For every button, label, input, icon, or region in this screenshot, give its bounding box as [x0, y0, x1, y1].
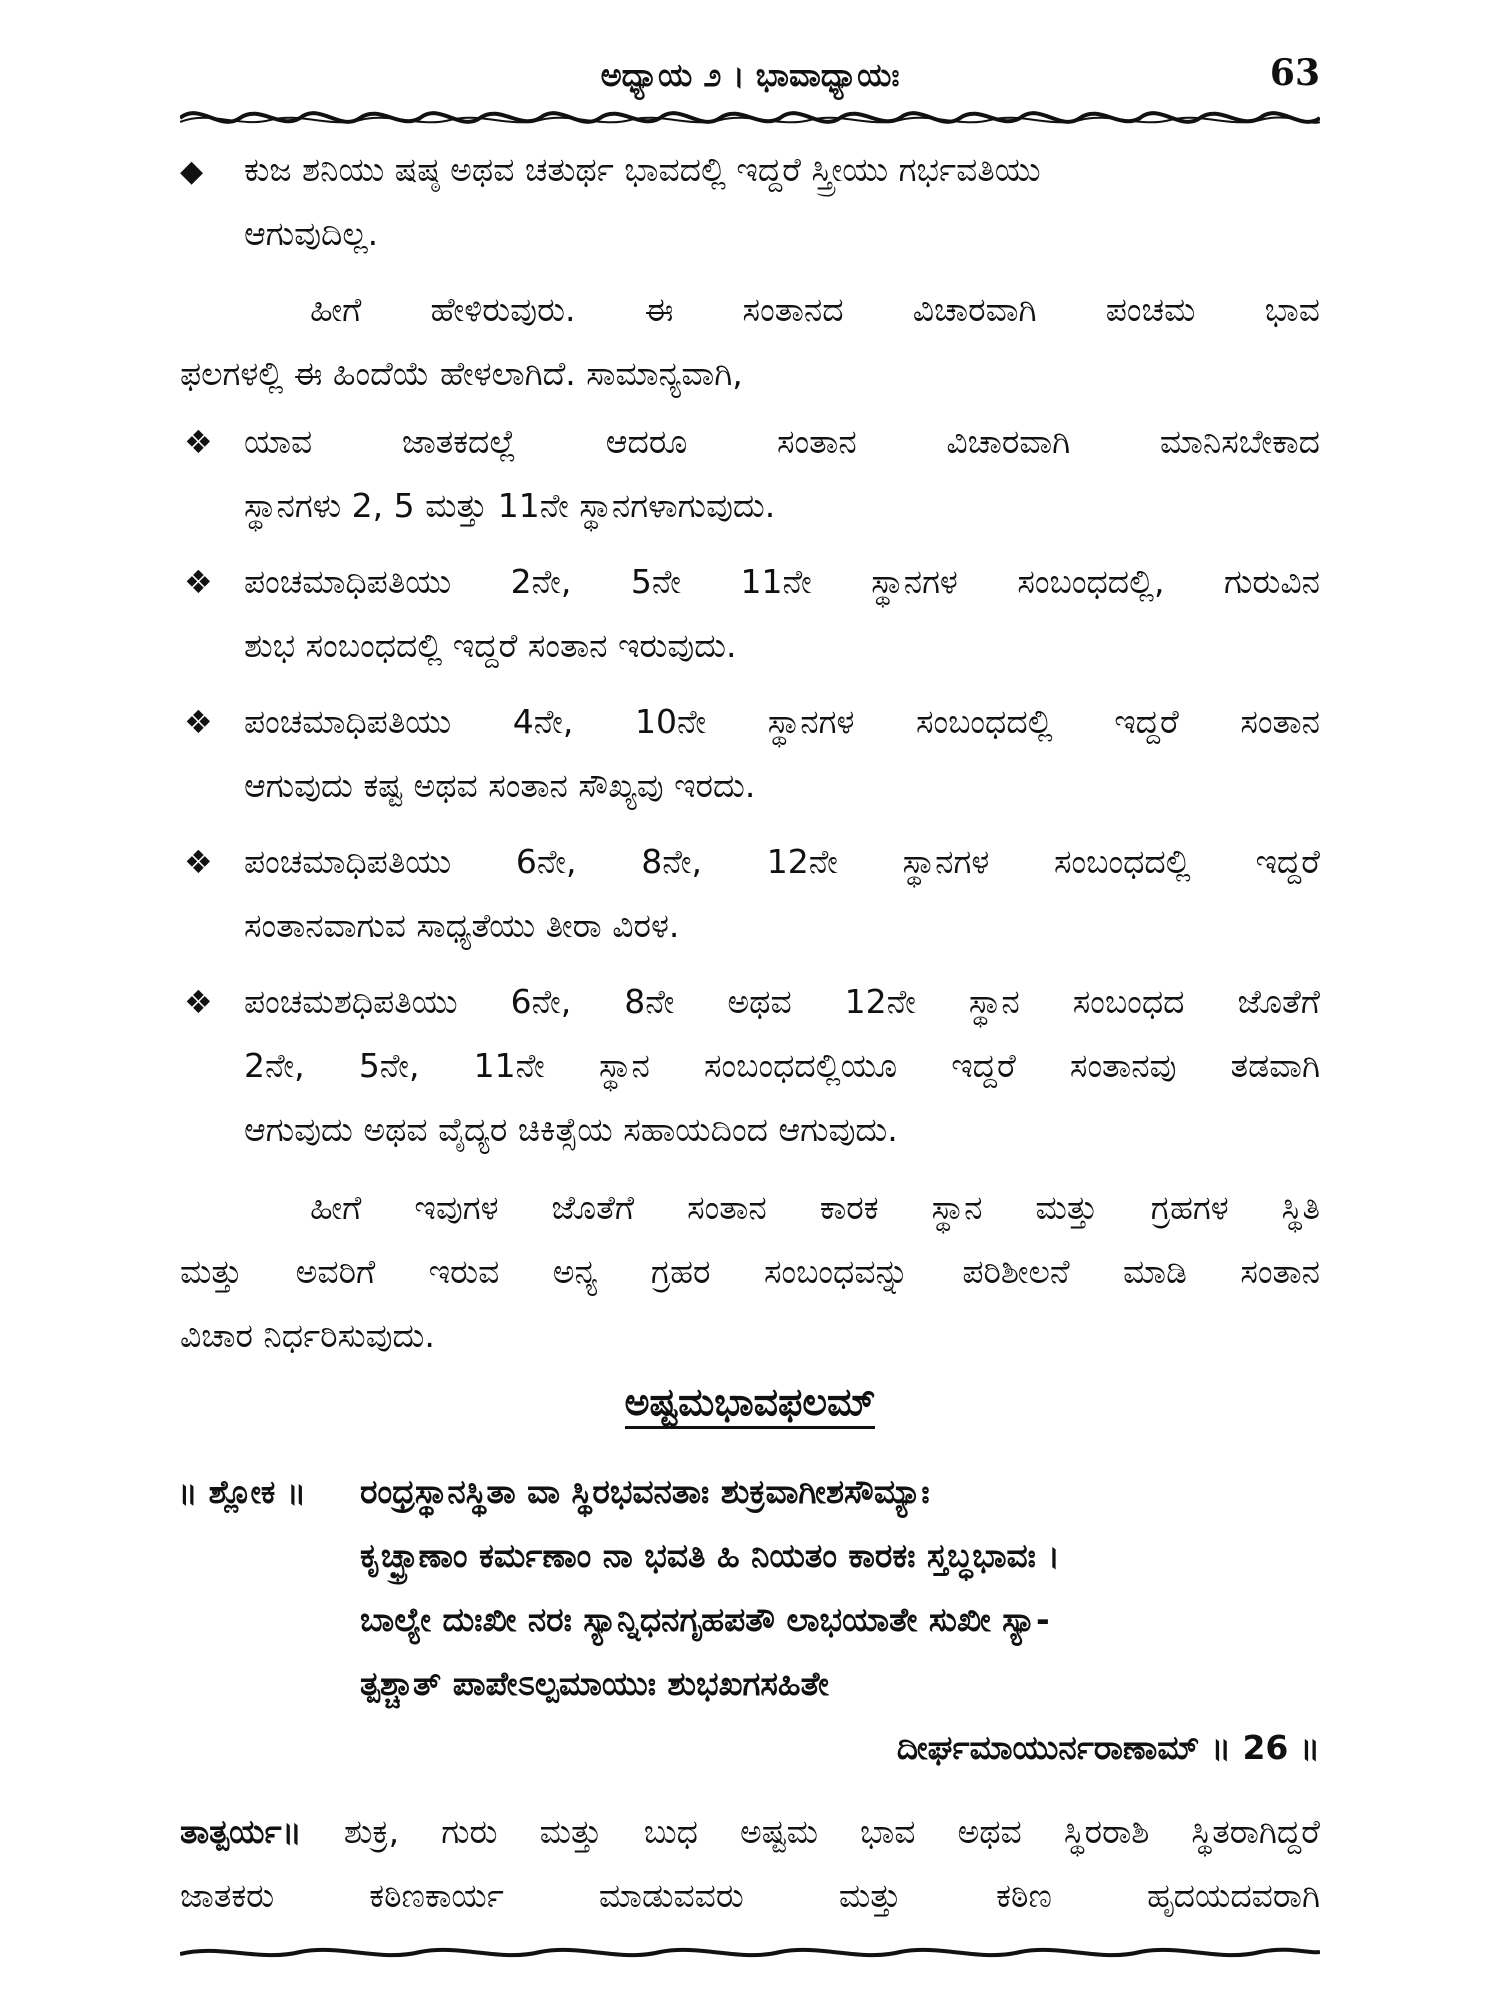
paragraph-line: ಹೀಗೆ ಇವುಗಳ ಜೊತೆಗೆ ಸಂತಾನ ಕಾರಕ ಸ್ಥಾನ ಮತ್ತು ಗ್ರಹಗಳ ಸ್ಥಿತಿ — [310, 1188, 1320, 1227]
diamond-bullet-icon: ◆ — [180, 154, 204, 189]
tatparya-line: ಜಾತಕರು ಕಠಿಣಕಾರ್ಯ ಮಾಡುವವರು ಮತ್ತು ಕಠಿಣ ಹೃದಯದವರಾಗಿ — [180, 1876, 1320, 1915]
star-bullet-icon: ❖ — [184, 563, 213, 601]
paragraph-line: ಹೀಗೆ ಹೇಳಿರುವುರು. ಈ ಸಂತಾನದ ವಿಚಾರವಾಗಿ ಪಂಚಮ ಭಾವ — [310, 290, 1320, 329]
paragraph-line: ಮತ್ತು ಅವರಿಗೆ ಇರುವ ಅನ್ಯ ಗ್ರಹರ ಸಂಬಂಧವನ್ನು ಪರಿಶೀಲನೆ ಮಾಡಿ ಸಂತಾನ — [180, 1252, 1320, 1291]
page-number: 63 — [1269, 52, 1320, 94]
tatparya-text: ಶುಕ್ರ, ಗುರು ಮತ್ತು ಬುಧ ಅಷ್ಟಮ ಭಾವ ಅಥವ ಸ್ಥಿರರಾಶಿ ಸ್ಥಿತರಾಗಿದ್ದರೆ — [301, 1812, 1320, 1851]
section-heading — [180, 1380, 1320, 1425]
star-bullet-icon: ❖ — [184, 983, 213, 1021]
verse-line: ಬಾಲ್ಯೇ ದುಃಖೀ ನರಃ ಸ್ಯಾನ್ನಿಧನಗೃಹಪತೌ ಲಾಭಯಾತೇ ಸುಖೀ ಸ್ಯಾ- — [360, 1600, 1050, 1639]
verse-line: ರಂಧ್ರಸ್ಥಾನಸ್ಥಿತಾ ವಾ ಸ್ಥಿರಭವನತಾಃ ಶುಕ್ರವಾಗೀಶಸೌಮ್ಯಾಃ — [360, 1472, 930, 1511]
paragraph-line: ವಿಚಾರ ನಿರ್ಧರಿಸುವುದು. — [180, 1316, 435, 1355]
bullet-line: ಕುಜ ಶನಿಯು ಷಷ್ಠ ಅಥವ ಚತುರ್ಥ ಭಾವದಲ್ಲಿ ಇದ್ದರೆ ಸ್ತ್ರೀಯು ಗರ್ಭವತಿಯು — [244, 150, 1041, 189]
point-line: ಪಂಚಮಾಧಿಪತಿಯು 6ನೇ, 8ನೇ, 12ನೇ ಸ್ಥಾನಗಳ ಸಂಬಂಧದಲ್ಲಿ ಇದ್ದರೆ — [244, 842, 1320, 881]
verse-line: ತ್ಪಶ್ಚಾತ್ ಪಾಪೇಽಲ್ಪಮಾಯುಃ ಶುಭಖಗಸಹಿತೇ — [360, 1664, 829, 1703]
ornamental-border-top — [180, 100, 1320, 134]
star-bullet-icon: ❖ — [184, 843, 213, 881]
point-line: ಸಂತಾನವಾಗುವ ಸಾಧ್ಯತೆಯು ತೀರಾ ವಿರಳ. — [244, 906, 680, 945]
paragraph-line: ಫಲಗಳಲ್ಲಿ ಈ ಹಿಂದೆಯೆ ಹೇಳಲಾಗಿದೆ. ಸಾಮಾನ್ಯವಾಗಿ, — [180, 354, 743, 393]
point-line: ಶುಭ ಸಂಬಂಧದಲ್ಲಿ ಇದ್ದರೆ ಸಂತಾನ ಇರುವುದು. — [244, 626, 737, 665]
chapter-title: ಅಧ್ಯಾಯ ೨ । ಭಾವಾಧ್ಯಾಯಃ — [600, 56, 900, 94]
page-header — [180, 52, 1320, 102]
point-line: ಆಗುವುದು ಕಷ್ಟ ಅಥವ ಸಂತಾನ ಸೌಖ್ಯವು ಇರದು. — [244, 766, 756, 805]
point-line: 2ನೇ, 5ನೇ, 11ನೇ ಸ್ಥಾನ ಸಂಬಂಧದಲ್ಲಿಯೂ ಇದ್ದರೆ ಸಂತಾನವು ತಡವಾಗಿ — [244, 1046, 1320, 1085]
point-line: ಆಗುವುದು ಅಥವ ವೈದ್ಯರ ಚಿಕಿತ್ಸೆಯ ಸಹಾಯದಿಂದ ಆಗುವುದು. — [244, 1110, 898, 1149]
tatparya-label: ತಾತ್ಪರ್ಯ॥ — [180, 1812, 302, 1851]
ornamental-border-bottom — [180, 1940, 1320, 1964]
point-line: ಪಂಚಮಾಧಿಪತಿಯು 2ನೇ, 5ನೇ 11ನೇ ಸ್ಥಾನಗಳ ಸಂಬಂಧದಲ್ಲಿ, ಗುರುವಿನ — [244, 562, 1320, 601]
point-line: ಪಂಚಮಾಧಿಪತಿಯು 4ನೇ, 10ನೇ ಸ್ಥಾನಗಳ ಸಂಬಂಧದಲ್ಲಿ ಇದ್ದರೆ ಸಂತಾನ — [244, 702, 1320, 741]
verse-end-line: ದೀರ್ಘಮಾಯುರ್ನರಾಣಾಮ್ ॥ 26 ॥ — [896, 1728, 1320, 1767]
verse-line: ಕೃಚ್ಛ್ರಾಣಾಂ ಕರ್ಮಣಾಂ ನಾ ಭವತಿ ಹಿ ನಿಯತಂ ಕಾರಕಃ ಸ್ತಬ್ಧಭಾವಃ । — [360, 1536, 1060, 1575]
point-line: ಯಾವ ಜಾತಕದಲ್ಲೆ ಆದರೂ ಸಂತಾನ ವಿಚಾರವಾಗಿ ಮಾನಿಸಬೇಕಾದ — [244, 422, 1320, 461]
tatparya-line — [180, 1800, 1320, 1864]
point-line: ಸ್ಥಾನಗಳು 2, 5 ಮತ್ತು 11ನೇ ಸ್ಥಾನಗಳಾಗುವುದು. — [244, 486, 776, 525]
shloka-label: ॥ ಶ್ಲೋಕ ॥ — [178, 1473, 306, 1511]
bullet-line: ಆಗುವುದಿಲ್ಲ. — [244, 214, 379, 253]
section-heading-text: ಅಷ್ಟಮಭಾವಫಲಮ್ — [625, 1380, 876, 1429]
star-bullet-icon: ❖ — [184, 703, 213, 741]
star-bullet-icon: ❖ — [184, 423, 213, 461]
point-line: ಪಂಚಮಶಧಿಪತಿಯು 6ನೇ, 8ನೇ ಅಥವ 12ನೇ ಸ್ಥಾನ ಸಂಬಂಧದ ಜೊತೆಗೆ — [244, 982, 1320, 1021]
